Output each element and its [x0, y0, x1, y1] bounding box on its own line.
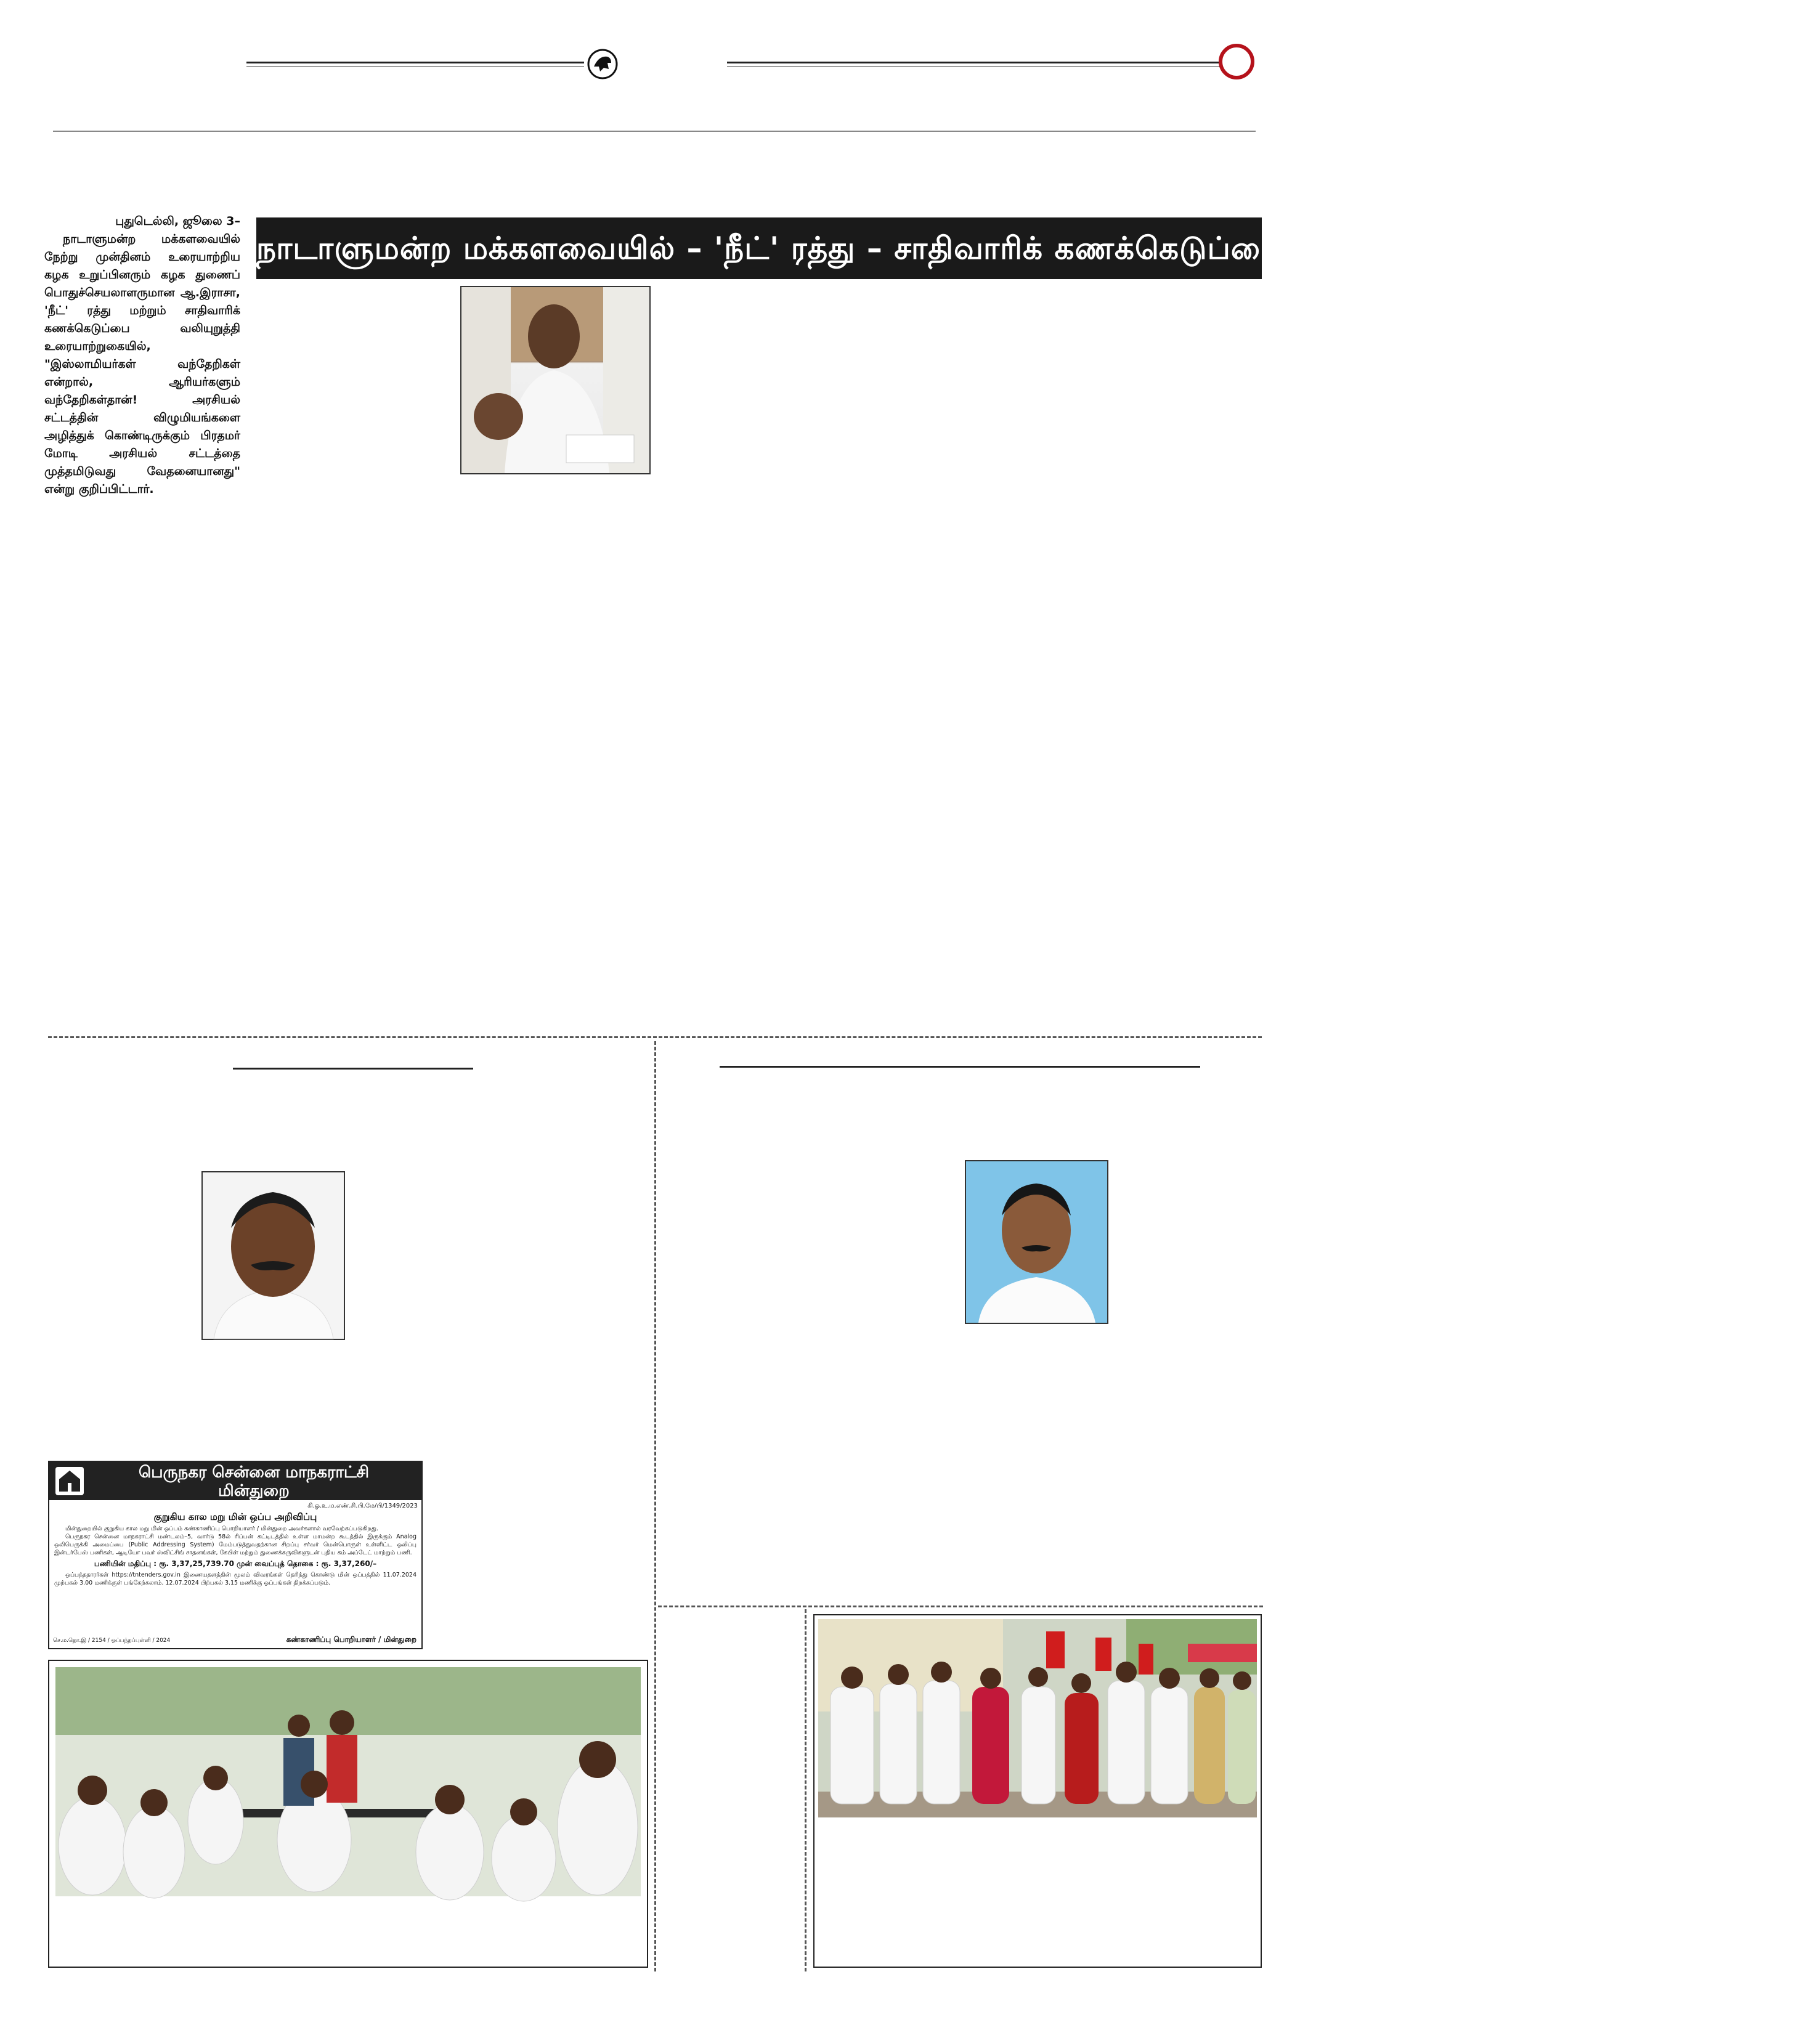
right-bottom-divider	[658, 1606, 1263, 1607]
tender-ad-notice-title: குறுகிய கால மறு மின் ஒப்ப அறிவிப்பு	[153, 1511, 317, 1522]
left-story-title-rule	[233, 1068, 473, 1070]
masthead-left-rule	[246, 62, 584, 63]
section-divider	[48, 1036, 1262, 1038]
column-divider	[654, 1041, 656, 1971]
tender-ad-footer-right: கண்காணிப்பு பொறியாளர் / மின்துறை	[286, 1635, 416, 1644]
tender-ad-value: பணியின் மதிப்பு : ரூ. 3,37,25,739.70 முன் வைப்புத் தொகை : ரூ. 3,37,260/–	[94, 1559, 377, 1568]
speaker-photo	[460, 286, 651, 474]
tender-ad-org: பெருநகர சென்னை மாநகராட்சி	[138, 1463, 370, 1482]
article-headline: நாடாளுமன்ற மக்களவையில் – 'நீட்' ரத்து – சாதிவாரிக் கணக்கெடுப்பை வலியுறுத்தி ஆ.இராசா எம்பி. உரை!	[256, 217, 1262, 279]
left-story-portrait	[201, 1171, 345, 1340]
tender-ad-ref: கி.ஓ.உ.ம.எண்.சி.பி.மே/பி/1349/2023	[307, 1503, 418, 1509]
tender-ad-para2: பெருநகர சென்னை மாநகராட்சி மண்டலம்–5, வார்டு 58ல் ரிப்பன் கட்டிடத்தில் உள்ள மாமன்ற கூடத்தில் இருக்கும் Analog ஒலிபெருக்கி அமைப்பை (Public Addressing System) மேம்படுத்துவதற்கான சிறப்பு சர்வர் மென்பொருள் உள்ளிட்ட ஒலிப்பு இன்டர்பேஸ் பணிகள், ஆடியோ பவர் ஸ்விட்சிங் சாதனங்கள், கேபிள் மற்றும் துணைக்கருவிகளுடன் புதிய கம் அப்டேட் மாற்றும் பணி.	[54, 1533, 416, 1556]
article-dateline: புதுடெல்லி, ஜூலை 3–	[115, 214, 240, 228]
article-intro	[44, 213, 240, 498]
protest-group-photo	[818, 1619, 1257, 1817]
masthead-right-rule	[727, 62, 1220, 63]
tender-ad-body	[54, 1525, 416, 1587]
page-number-circle	[1219, 44, 1254, 79]
tender-ad-footer-left: செ.ம.தொ.இ / 2154 / ஒப்பந்தப்புள்ளி / 2024	[53, 1638, 171, 1644]
tender-ad-para1: மின்துறையில் குறுகிய கால மறு மின் ஒப்பம் கண்காணிப்பு பொறியாளர் / மின்துறை அவர்களால் வரவேற்கப்படுகிறது.	[65, 1525, 378, 1532]
right-story-portrait	[965, 1160, 1108, 1324]
emblem-icon	[587, 48, 619, 80]
tender-ad	[48, 1461, 423, 1649]
right-bottom-column-divider	[805, 1609, 806, 1971]
right-story-title-rule	[720, 1066, 1200, 1068]
tender-ad-para3: ஒப்பந்ததாரர்கள் https://tntenders.gov.in இணையதளத்தின் மூலம் விவரங்கள் தெரிந்து கொண்டு மின் ஒப்பத்தில் 11.07.2024 முற்பகல் 3.00 மணிக்குள் பங்கேற்கலாம். 12.07.2024 பிற்பகல் 3.15 மணிக்கு ஒப்பங்கள் திறக்கப்படும்.	[54, 1572, 416, 1586]
meeting-group-photo	[55, 1667, 641, 1896]
header-divider	[53, 131, 1256, 132]
tender-ad-dept: மின்துறை	[218, 1482, 290, 1500]
tender-ad-header	[49, 1462, 421, 1500]
article-body: நாடாளுமன்ற மக்களவையில் நேற்று முன்தினம் உரையாற்றிய கழக உறுப்பினரும் கழக துணைப் பொதுச்செயலாளருமான ஆ.இராசா, 'நீட்' ரத்து மற்றும் சாதிவாரிக் கணக்கெடுப்பை வலியுறுத்தி உரையாற்றுகையில், "இஸ்லாமியர்கள் வந்தேறிகள் என்றால், ஆரியர்களும் வந்தேறிகள்தான்! அரசியல் சட்டத்தின் விழுமியங்களை அழித்துக் கொண்டிருக்கும் பிரதமர் மோடி அரசியல் சட்டத்தை முத்தமிடுவது வேதனையானது" என்று குறிப்பிட்டார்.	[44, 232, 240, 496]
corporation-emblem-icon	[55, 1467, 84, 1495]
